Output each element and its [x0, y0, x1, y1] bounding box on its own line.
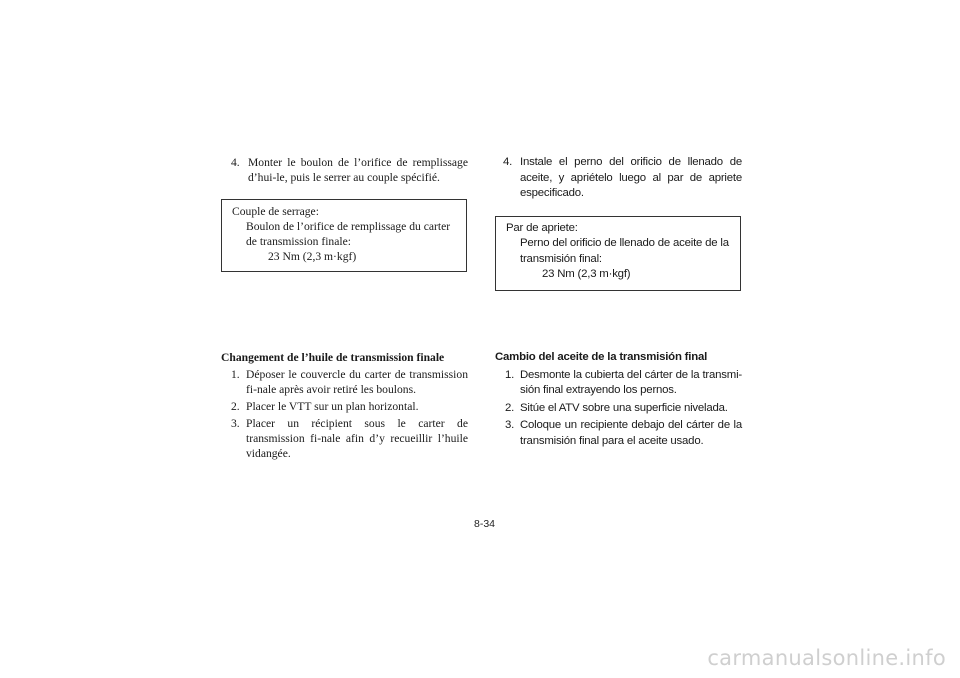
es-torque-title: Par de apriete:: [506, 221, 578, 234]
es-section-step-3: [495, 418, 742, 449]
fr-torque-title: Couple de serrage:: [232, 205, 319, 218]
fr-torque-value: 23 Nm (2,3 m·kgf): [268, 250, 357, 263]
fr-torque-item: Boulon de l’orifice de remplissage du carter de transmission finale:: [246, 220, 451, 248]
fr-step-4-number: 4.: [231, 156, 240, 169]
french-column-top: [221, 155, 468, 272]
watermark: carmanualsonline.info: [707, 646, 946, 670]
fr-section-step-2: [221, 399, 468, 414]
fr-step-4-text: Monter le boulon de l’orifice de remplissage d’hui-le, puis le serrer au couple spécifié.: [248, 156, 468, 184]
fr-torque-box: [221, 199, 467, 272]
fr-section-step-2-text: Placer le VTT sur un plan horizontal.: [246, 400, 419, 413]
es-section-step-1-number: 1.: [505, 368, 515, 381]
fr-section-heading: Changement de l’huile de transmission finale: [221, 351, 445, 364]
es-section-step-3-number: 3.: [505, 419, 515, 431]
es-step-4-text: Instale el perno del orificio de llenado de aceite, y apriételo luego al par de apriete especificado.: [520, 156, 742, 199]
fr-section-step-2-number: 2.: [231, 400, 240, 413]
es-section-step-1-text: Desmonte la cubierta del cárter de la transmi-sión final extrayendo los pernos.: [520, 368, 742, 396]
es-step-4-number: 4.: [503, 156, 513, 168]
es-torque-value: 23 Nm (2,3 m·kgf): [542, 268, 631, 280]
es-section-step-2-number: 2.: [505, 401, 515, 414]
es-section-heading: Cambio del aceite de la transmisión final: [495, 351, 708, 363]
es-section-step-2-text: Sitúe el ATV sobre una superficie nivelada.: [520, 401, 728, 414]
fr-oil-change-section: [221, 350, 468, 461]
es-torque-box: [495, 216, 741, 291]
fr-step-4: [221, 155, 468, 185]
spanish-column-top: [495, 155, 742, 291]
fr-section-step-1-text: Déposer le couvercle du carter de transmission fi-nale après avoir retiré les boulons.: [246, 368, 468, 396]
es-section-step-2: [495, 401, 742, 417]
fr-section-step-3-text: Placer un récipient sous le carter de transmission fi-nale afin d’y recueillir l’huile vidangée.: [246, 417, 468, 460]
es-section-step-3-text: Coloque un recipiente debajo del cárter de la transmisión final para el aceite usado.: [520, 419, 742, 447]
fr-section-step-1-number: 1.: [231, 368, 240, 381]
es-section-step-1: [495, 368, 742, 399]
es-oil-change-section: [495, 350, 742, 449]
fr-section-step-1: [221, 367, 468, 397]
es-torque-item: Perno del orificio de llenado de aceite de la transmisión final:: [520, 237, 729, 265]
fr-section-step-3: [221, 416, 468, 461]
page-number: 8-34: [474, 518, 496, 530]
es-step-4: [495, 155, 742, 202]
fr-section-step-3-number: 3.: [231, 417, 240, 430]
